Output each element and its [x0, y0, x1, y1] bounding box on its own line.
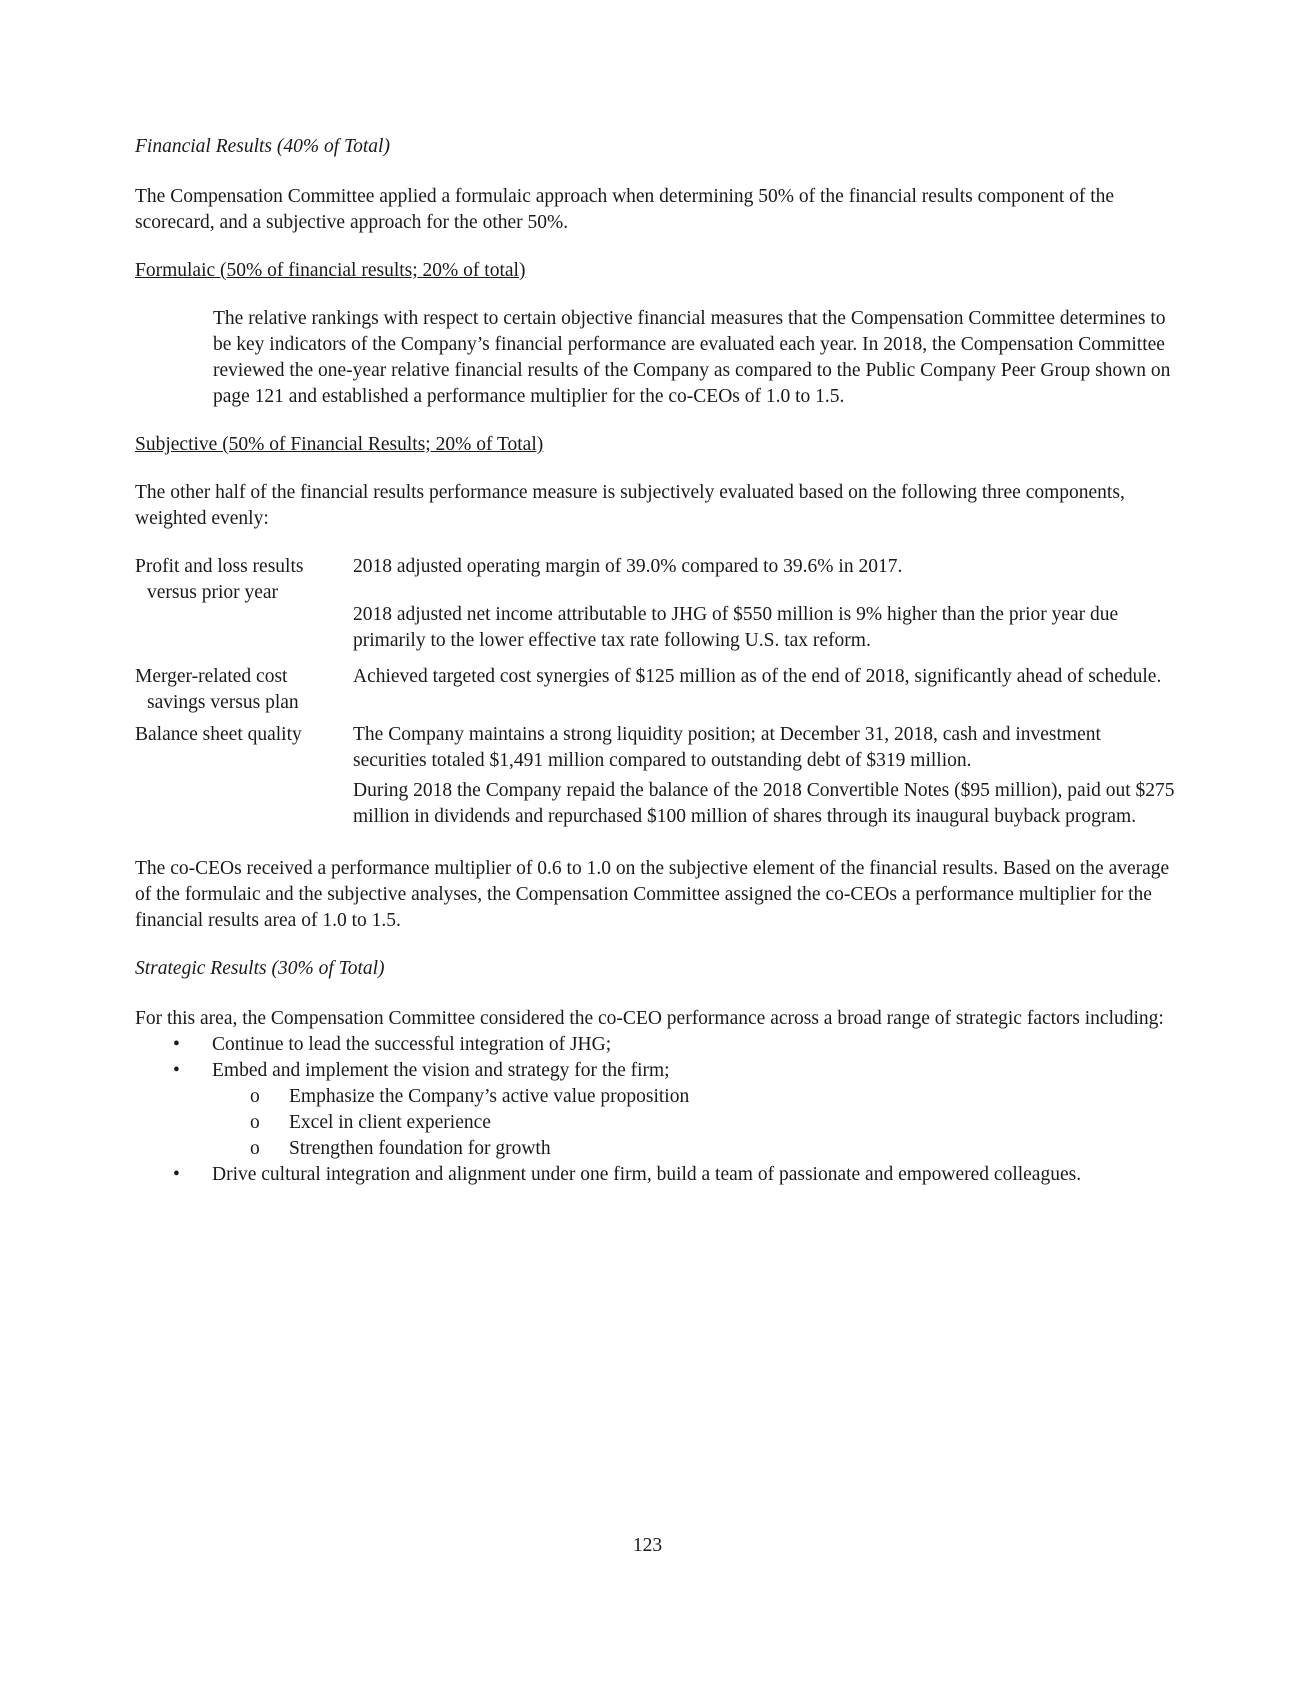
strategic-sub-bullet: o Emphasize the Company’s active value proposition	[212, 1084, 1175, 1110]
strategic-intro: For this area, the Compensation Committee considered the co-CEO performance across a broad range of strategic factors including:	[135, 1008, 1164, 1029]
component-details	[353, 664, 1175, 716]
component-details	[353, 554, 1175, 658]
component-label-line2: savings versus plan	[147, 692, 299, 713]
component-label-line2: versus prior year	[147, 582, 279, 603]
component-detail: Achieved targeted cost synergies of $125 million as of the end of 2018, significantly ahead of schedule.	[353, 666, 1162, 687]
document-page	[135, 134, 1175, 1188]
strategic-bullet-list	[135, 1032, 1175, 1188]
strategic-bullet-text: Drive cultural integration and alignment under one firm, build a team of passionate and empowered colleagues.	[212, 1164, 1082, 1185]
component-label-line1: Balance sheet quality	[135, 724, 302, 745]
strategic-bullet	[135, 1032, 1175, 1058]
component-detail: 2018 adjusted net income attributable to JHG of $550 million is 9% higher than the prior year due primarily to the lower effective tax rate following U.S. tax reform.	[353, 604, 1119, 651]
financial-results-heading: Financial Results (40% of Total)	[135, 136, 390, 157]
strategic-sub-bullet-list	[212, 1084, 1175, 1162]
subjective-conclusion: The co-CEOs received a performance multiplier of 0.6 to 1.0 on the subjective element of the financial results. Based on the average of the formulaic and the subjective analyses, the Compensation Committee assigned the co-CEOs a performance multiplier for the financial results area of 1.0 to 1.5.	[135, 858, 1170, 931]
formulaic-paragraph: The relative rankings with respect to certain objective financial measures that the Compensation Committee determines to be key indicators of the Company’s financial performance are evaluated each year. In 2018, the Compensation Committee reviewed the one-year relative financial results of the Company as compared to the Public Company Peer Group shown on page 121 and established a performance multiplier for the co-CEOs of 1.0 to 1.5.	[213, 308, 1171, 407]
component-label-line1: Profit and loss results	[135, 556, 304, 577]
component-details	[353, 722, 1175, 834]
strategic-results-heading: Strategic Results (30% of Total)	[135, 958, 385, 979]
component-row-profit-loss	[135, 554, 1175, 658]
financial-results-intro: The Compensation Committee applied a formulaic approach when determining 50% of the financial results component of the scorecard, and a subjective approach for the other 50%.	[135, 186, 1115, 233]
page-number: 123	[632, 1535, 663, 1556]
subjective-intro: The other half of the financial results performance measure is subjectively evaluated based on the following three components, weighted evenly:	[135, 482, 1125, 529]
component-row-merger-savings	[135, 664, 1175, 716]
component-label	[135, 554, 353, 658]
component-detail: The Company maintains a strong liquidity position; at December 31, 2018, cash and investment securities totaled $1,491 million compared to outstanding debt of $319 million.	[353, 724, 1101, 771]
component-row-balance-sheet	[135, 722, 1175, 834]
strategic-bullet-text: Embed and implement the vision and strategy for the firm;	[212, 1060, 670, 1081]
component-label	[135, 664, 353, 716]
components-table	[135, 554, 1175, 834]
strategic-sub-bullet: o Excel in client experience	[212, 1110, 1175, 1136]
component-label-line1: Merger-related cost	[135, 666, 288, 687]
formulaic-heading: Formulaic (50% of financial results; 20% of total)	[135, 260, 526, 281]
component-detail: During 2018 the Company repaid the balance of the 2018 Convertible Notes ($95 million), paid out $275 million in dividends and repurchased $100 million of shares through its inaugural buyback program.	[353, 780, 1175, 827]
strategic-bullet-text: Continue to lead the successful integration of JHG;	[212, 1034, 612, 1055]
component-label	[135, 722, 353, 834]
strategic-bullet	[135, 1162, 1175, 1188]
strategic-sub-bullet: o Strengthen foundation for growth	[212, 1136, 1175, 1162]
component-detail: 2018 adjusted operating margin of 39.0% compared to 39.6% in 2017.	[353, 556, 903, 577]
strategic-bullet	[135, 1058, 1175, 1162]
subjective-heading: Subjective (50% of Financial Results; 20% of Total)	[135, 434, 544, 455]
